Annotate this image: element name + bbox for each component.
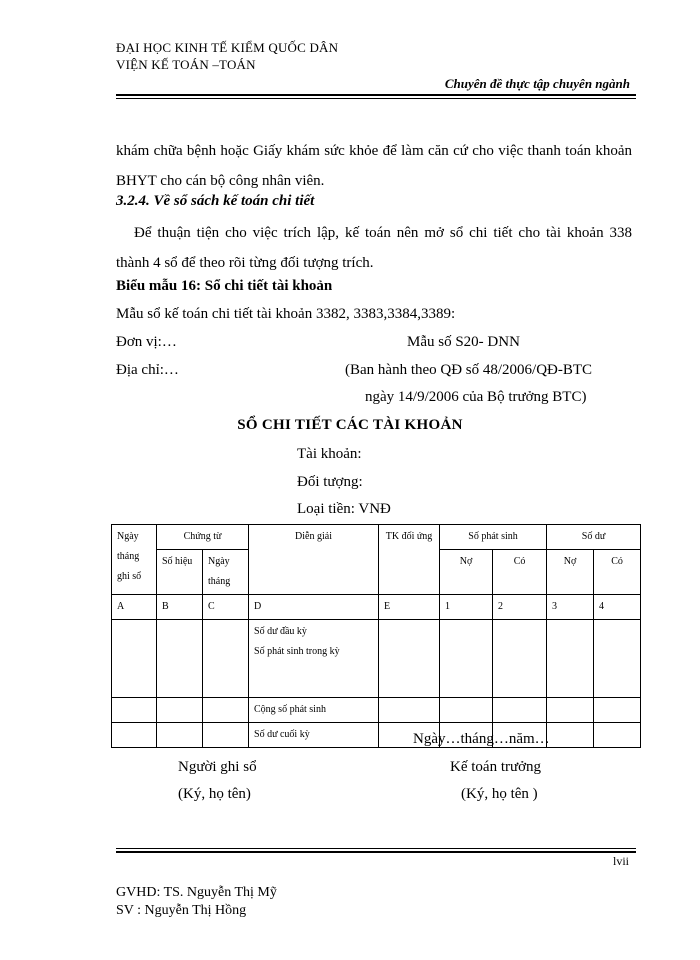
document-subtitle: Chuyên đề thực tập chuyên ngành [444, 76, 630, 91]
header-rule-thin [116, 98, 636, 99]
header-credit: Có [493, 550, 547, 595]
row-closing-balance: Số dư cuối kỳ [249, 723, 379, 748]
code-cell: 4 [594, 595, 641, 620]
form-number: Mẫu số S20- DNN [407, 334, 520, 350]
row-opening-balance: Số dư đầu kỳ [254, 626, 307, 637]
code-cell: B [157, 595, 203, 620]
footer-rule [116, 851, 636, 853]
chief-accountant-sign-note: (Ký, họ tên ) [461, 786, 538, 802]
page-number: lvii [613, 854, 630, 868]
ledger-title: SỔ CHI TIẾT CÁC TÀI KHOẢN [237, 417, 463, 433]
row-arising-in-period: Số phát sinh trong kỳ [254, 646, 340, 657]
ledger-table [111, 524, 641, 748]
account-label: Tài khoản: [297, 446, 362, 462]
currency-label: Loại tiền: VNĐ [297, 501, 391, 517]
code-cell: 1 [440, 595, 493, 620]
table-row [112, 698, 641, 723]
header-voucher-number: Số hiệu [157, 550, 203, 595]
header-contra-account: TK đối ứng [379, 525, 440, 595]
table-row [112, 723, 641, 748]
header-balance-debit: Nợ [547, 550, 594, 595]
header-balance: Số dư [547, 525, 641, 550]
footer-rule-thin [116, 848, 636, 849]
signature-date: Ngày…tháng…năm… [413, 731, 550, 747]
section-heading: 3.2.4. Về sổ sách kế toán chi tiết [116, 193, 315, 209]
header-debit: Nợ [440, 550, 493, 595]
form-description: Mẫu sổ kế toán chi tiết tài khoản 3382, 3383,3384,3389: [116, 306, 456, 322]
code-cell: E [379, 595, 440, 620]
table-code-row [112, 595, 641, 620]
table-row [112, 620, 641, 698]
header-arising: Số phát sinh [440, 525, 547, 550]
header-voucher: Chứng từ [157, 525, 249, 550]
row-total-arising: Cộng số phát sinh [249, 698, 379, 723]
opening-balance-cell [249, 620, 379, 698]
student-line: SV : Nguyễn Thị Hồng [116, 903, 247, 918]
code-cell: 2 [493, 595, 547, 620]
form-title: Biểu mẫu 16: Sổ chi tiết tài khoản [116, 278, 333, 294]
object-label: Đối tượng: [297, 474, 363, 490]
header-rule [116, 94, 636, 96]
bookkeeper-sign-note: (Ký, họ tên) [178, 786, 251, 802]
university-name: ĐẠI HỌC KINH TẾ KIỂM QUỐC DÂN [116, 40, 339, 55]
supervisor-line: GVHD: TS. Nguyễn Thị Mỹ [116, 885, 277, 900]
code-cell: A [112, 595, 157, 620]
bookkeeper-title: Người ghi sổ [178, 759, 257, 775]
issuance-note: (Ban hành theo QĐ số 48/2006/QĐ-BTC [345, 362, 593, 378]
institute-name: VIỆN KẾ TOÁN –TOÁN [116, 57, 256, 72]
code-cell: 3 [547, 595, 594, 620]
issuance-date: ngày 14/9/2006 của Bộ trưởng BTC) [365, 389, 587, 405]
header-date: Ngày tháng ghi sổ [112, 525, 157, 595]
header-balance-credit: Có [594, 550, 641, 595]
address-label: Địa chỉ:… [116, 362, 179, 378]
table-header-row [112, 525, 641, 550]
code-cell: D [249, 595, 379, 620]
paragraph-description: Để thuận tiện cho việc trích lập, kế toán nên mở sổ chi tiết cho tài khoản 338 thành 4 sổ để theo rõi từng đối tượng trích. [116, 225, 632, 271]
header-description: Diễn giải [249, 525, 379, 595]
paragraph-intro: khám chữa bệnh hoặc Giấy khám sức khỏe để làm căn cứ cho việc thanh toán khoản BHYT cho cán bộ công nhân viên. [116, 143, 632, 189]
unit-label: Đơn vị:… [116, 334, 177, 350]
header-voucher-date: Ngày tháng [203, 550, 249, 595]
chief-accountant-title: Kế toán trưởng [450, 759, 542, 775]
code-cell: C [203, 595, 249, 620]
